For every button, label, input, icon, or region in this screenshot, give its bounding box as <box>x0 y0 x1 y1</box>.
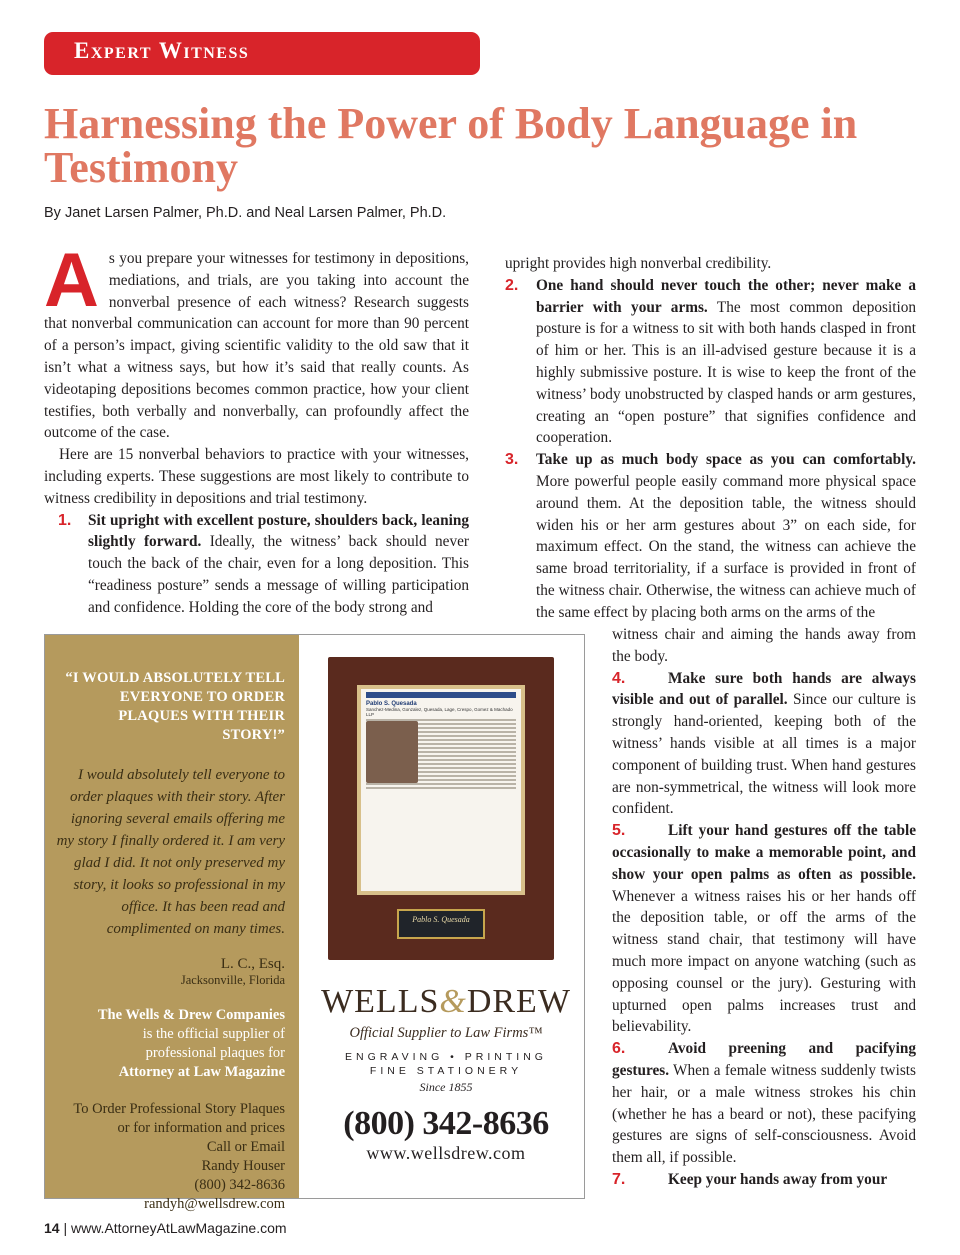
brand-services-line: ENGRAVING • PRINTING <box>345 1051 547 1063</box>
plaque-name: Pablo S. Quesada <box>366 701 417 707</box>
item-body: Whenever a witness raises his or her hands off the deposition table, or off the arms of the witness stand chair, that testimony will have much more impact on anyone watching (such as opposing counsel or the jury). Gesturing with upturned open palms increases trust and believability. <box>612 887 916 1036</box>
plaque-plate-name: Pablo S. Quesada <box>412 915 470 924</box>
ad-order-line: To Order Professional Story Plaques <box>73 1101 285 1117</box>
right-column-narrow <box>612 624 916 1191</box>
ad-supplier-magazine: Attorney at Law Magazine <box>118 1064 285 1080</box>
item-lead: Take up as much body space as you can comfortably. <box>536 451 916 469</box>
ad-supplier-line: is the official supplier of <box>142 1026 285 1042</box>
ad-contact-phone[interactable]: (800) 342-8636 <box>194 1177 285 1193</box>
list-item-5 <box>612 820 916 1038</box>
brand-since: Since 1855 <box>419 1080 473 1094</box>
footer-site-link[interactable]: www.AttorneyAtLawMagazine.com <box>71 1220 287 1236</box>
item-lead: Keep your hands away from your <box>668 1170 888 1188</box>
item-number: 6. <box>612 1040 626 1058</box>
list-item-7 <box>612 1169 916 1191</box>
brand-phone[interactable]: (800) 342-8636 <box>343 1105 549 1142</box>
brand-tagline: Official Supplier to Law Firms™ <box>349 1025 543 1041</box>
plaque-frame <box>357 685 525 895</box>
left-column <box>44 238 469 619</box>
item-number: 1. <box>58 511 72 529</box>
brand-url-link[interactable]: www.wellsdrew.com <box>366 1143 526 1163</box>
list-item-4 <box>612 668 916 821</box>
item-body: The most common deposition posture is for a witness to sit with both hands clasped in front of him or her. This is an ill-advised gesture because it is a highly submissive posture. It is wise to keep the front of the witness’ body unobstructed by clasped hands or arm gestures, creating an “open posture” that signifies confidence and cooperation. <box>536 298 916 447</box>
plaque-firm: Sanchez-Medina, Gonzalez, Quesada, Lage, Crespo, Gomez & Machado LLP <box>366 707 513 717</box>
ad-quote: I would absolutely tell everyone to order plaques with their story. After ignoring several emails offering me my story I finally ordered it. I am very glad I did. It not only preserved my story, it looks so professional in my office. It has been read and complimented on many times. <box>56 767 285 937</box>
wells-drew-logo <box>307 983 585 1021</box>
item-number: 3. <box>505 451 519 469</box>
logo-word: WELLS <box>321 983 440 1020</box>
right-column <box>505 253 916 624</box>
wells-drew-brand <box>307 983 585 1164</box>
advertisement[interactable] <box>44 634 585 1212</box>
plaque-image <box>328 657 554 960</box>
item-body: More powerful people easily command more physical space around them. At the deposition table, the witness should widen his or her arm gestures about 3” on each side, for maximum effect. On the stand, the witness can achieve the same broad territoriality, if a surface is provided in front of the witness chair. Otherwise, the witness can achieve much of the same effect by placing both arms on the arms of the <box>536 472 916 621</box>
item-lead: Lift your hand gestures off the table occasionally to make a memorable point, and show your open palms as often as possible. <box>612 822 916 883</box>
section-tab: Expert Witness <box>44 32 480 75</box>
item-lead: One hand should never touch the other; never make a barrier with your arms. <box>536 276 916 316</box>
footer-separator: | <box>63 1220 68 1236</box>
page-footer <box>44 1220 287 1236</box>
headline: Harnessing the Power of Body Language in Testimony <box>44 99 858 192</box>
ad-order-line: Call or Email <box>206 1139 285 1155</box>
byline: By Janet Larsen Palmer, Ph.D. and Neal Larsen Palmer, Ph.D. <box>44 205 447 221</box>
item-lead: Sit upright with excellent posture, shoulders back, leaning slightly forward. <box>88 511 469 551</box>
ad-quote-author: L. C., Esq. <box>220 956 285 972</box>
brand-services <box>307 1050 585 1078</box>
ad-quote-city: Jacksonville, Florida <box>180 973 285 987</box>
ad-quote-headline: “I WOULD ABSOLUTELY TELL EVERYONE TO ORDER PLAQUES WITH THEIR STORY!” <box>65 670 285 743</box>
list-item-6 <box>612 1038 916 1169</box>
item-number: 5. <box>612 822 626 840</box>
plaque-portrait <box>366 721 418 783</box>
item-body: When a female witness suddenly twists her hair, or a male witness strokes his chin (whether he has a beard or not), these pacifying gestures are signs of self-consciousness. Avoid them all, if possible. <box>612 1061 916 1167</box>
plaque-nameplate <box>397 909 485 939</box>
ad-supplier-note <box>53 1006 285 1082</box>
ad-order-line: or for information and prices <box>117 1120 285 1136</box>
item-1-continuation: upright provides high nonverbal credibility. <box>505 255 772 272</box>
item-body: Ideally, the witness’ back should never touch the back of the chair, even for a long deposition. This “readiness posture” sends a message of willing participation and confidence. Holding the core of the body strong and <box>88 533 469 616</box>
intro-text: s you prepare your witnesses for testimony in depositions, mediations, and trials, are you taking into account the nonverbal presence of each witness? Research suggests that nonverbal communication can account for more than 90 percent of a person’s impact, giving scientific validity to the old saw that it isn’t what a witness says, but how it’s said that really counts. As videotaping depositions becomes common practice, how your client testifies, both verbally and nonverbally, can profoundly affect the outcome of the case. <box>44 250 469 442</box>
list-item-3 <box>505 449 916 623</box>
item-number: 2. <box>505 276 519 294</box>
plaque-article <box>361 689 521 891</box>
item-body: Since our culture is strongly hand-oriented, keeping both of the witness’ hands visible at all times is a major component of building trust. When hand gestures are non-symmetrical, the witness will look more confident. <box>612 691 916 818</box>
ad-contact-name: Randy Houser <box>201 1158 285 1174</box>
intro-paragraph <box>44 238 469 444</box>
item-number: 7. <box>612 1170 626 1188</box>
logo-ampersand: & <box>439 983 467 1020</box>
page-number: 14 <box>44 1220 60 1236</box>
item-number: 4. <box>612 669 626 687</box>
intro-paragraph-2: Here are 15 nonverbal behaviors to practice with your witnesses, including experts. These suggestions are most likely to contribute to witness credibility in depositions and trial testimony. <box>44 446 469 507</box>
item-3-continuation: witness chair and aiming the hands away from the body. <box>612 626 916 665</box>
logo-word: DREW <box>466 983 571 1020</box>
list-item-2 <box>505 275 916 449</box>
ad-testimonial-panel <box>45 635 299 1212</box>
item-lead: Avoid preening and pacifying gestures. <box>612 1040 916 1079</box>
ad-order-info <box>53 1100 285 1214</box>
drop-cap: A <box>44 238 99 323</box>
ad-supplier-line: professional plaques for <box>145 1045 285 1061</box>
brand-services-line: FINE STATIONERY <box>369 1065 523 1077</box>
plaque-band <box>366 692 516 698</box>
item-lead: Make sure both hands are always visible and out of parallel. <box>612 669 916 709</box>
ad-contact-email[interactable]: randyh@wellsdrew.com <box>144 1196 285 1212</box>
list-item-1 <box>44 510 469 619</box>
ad-supplier-company: The Wells & Drew Companies <box>97 1007 285 1023</box>
